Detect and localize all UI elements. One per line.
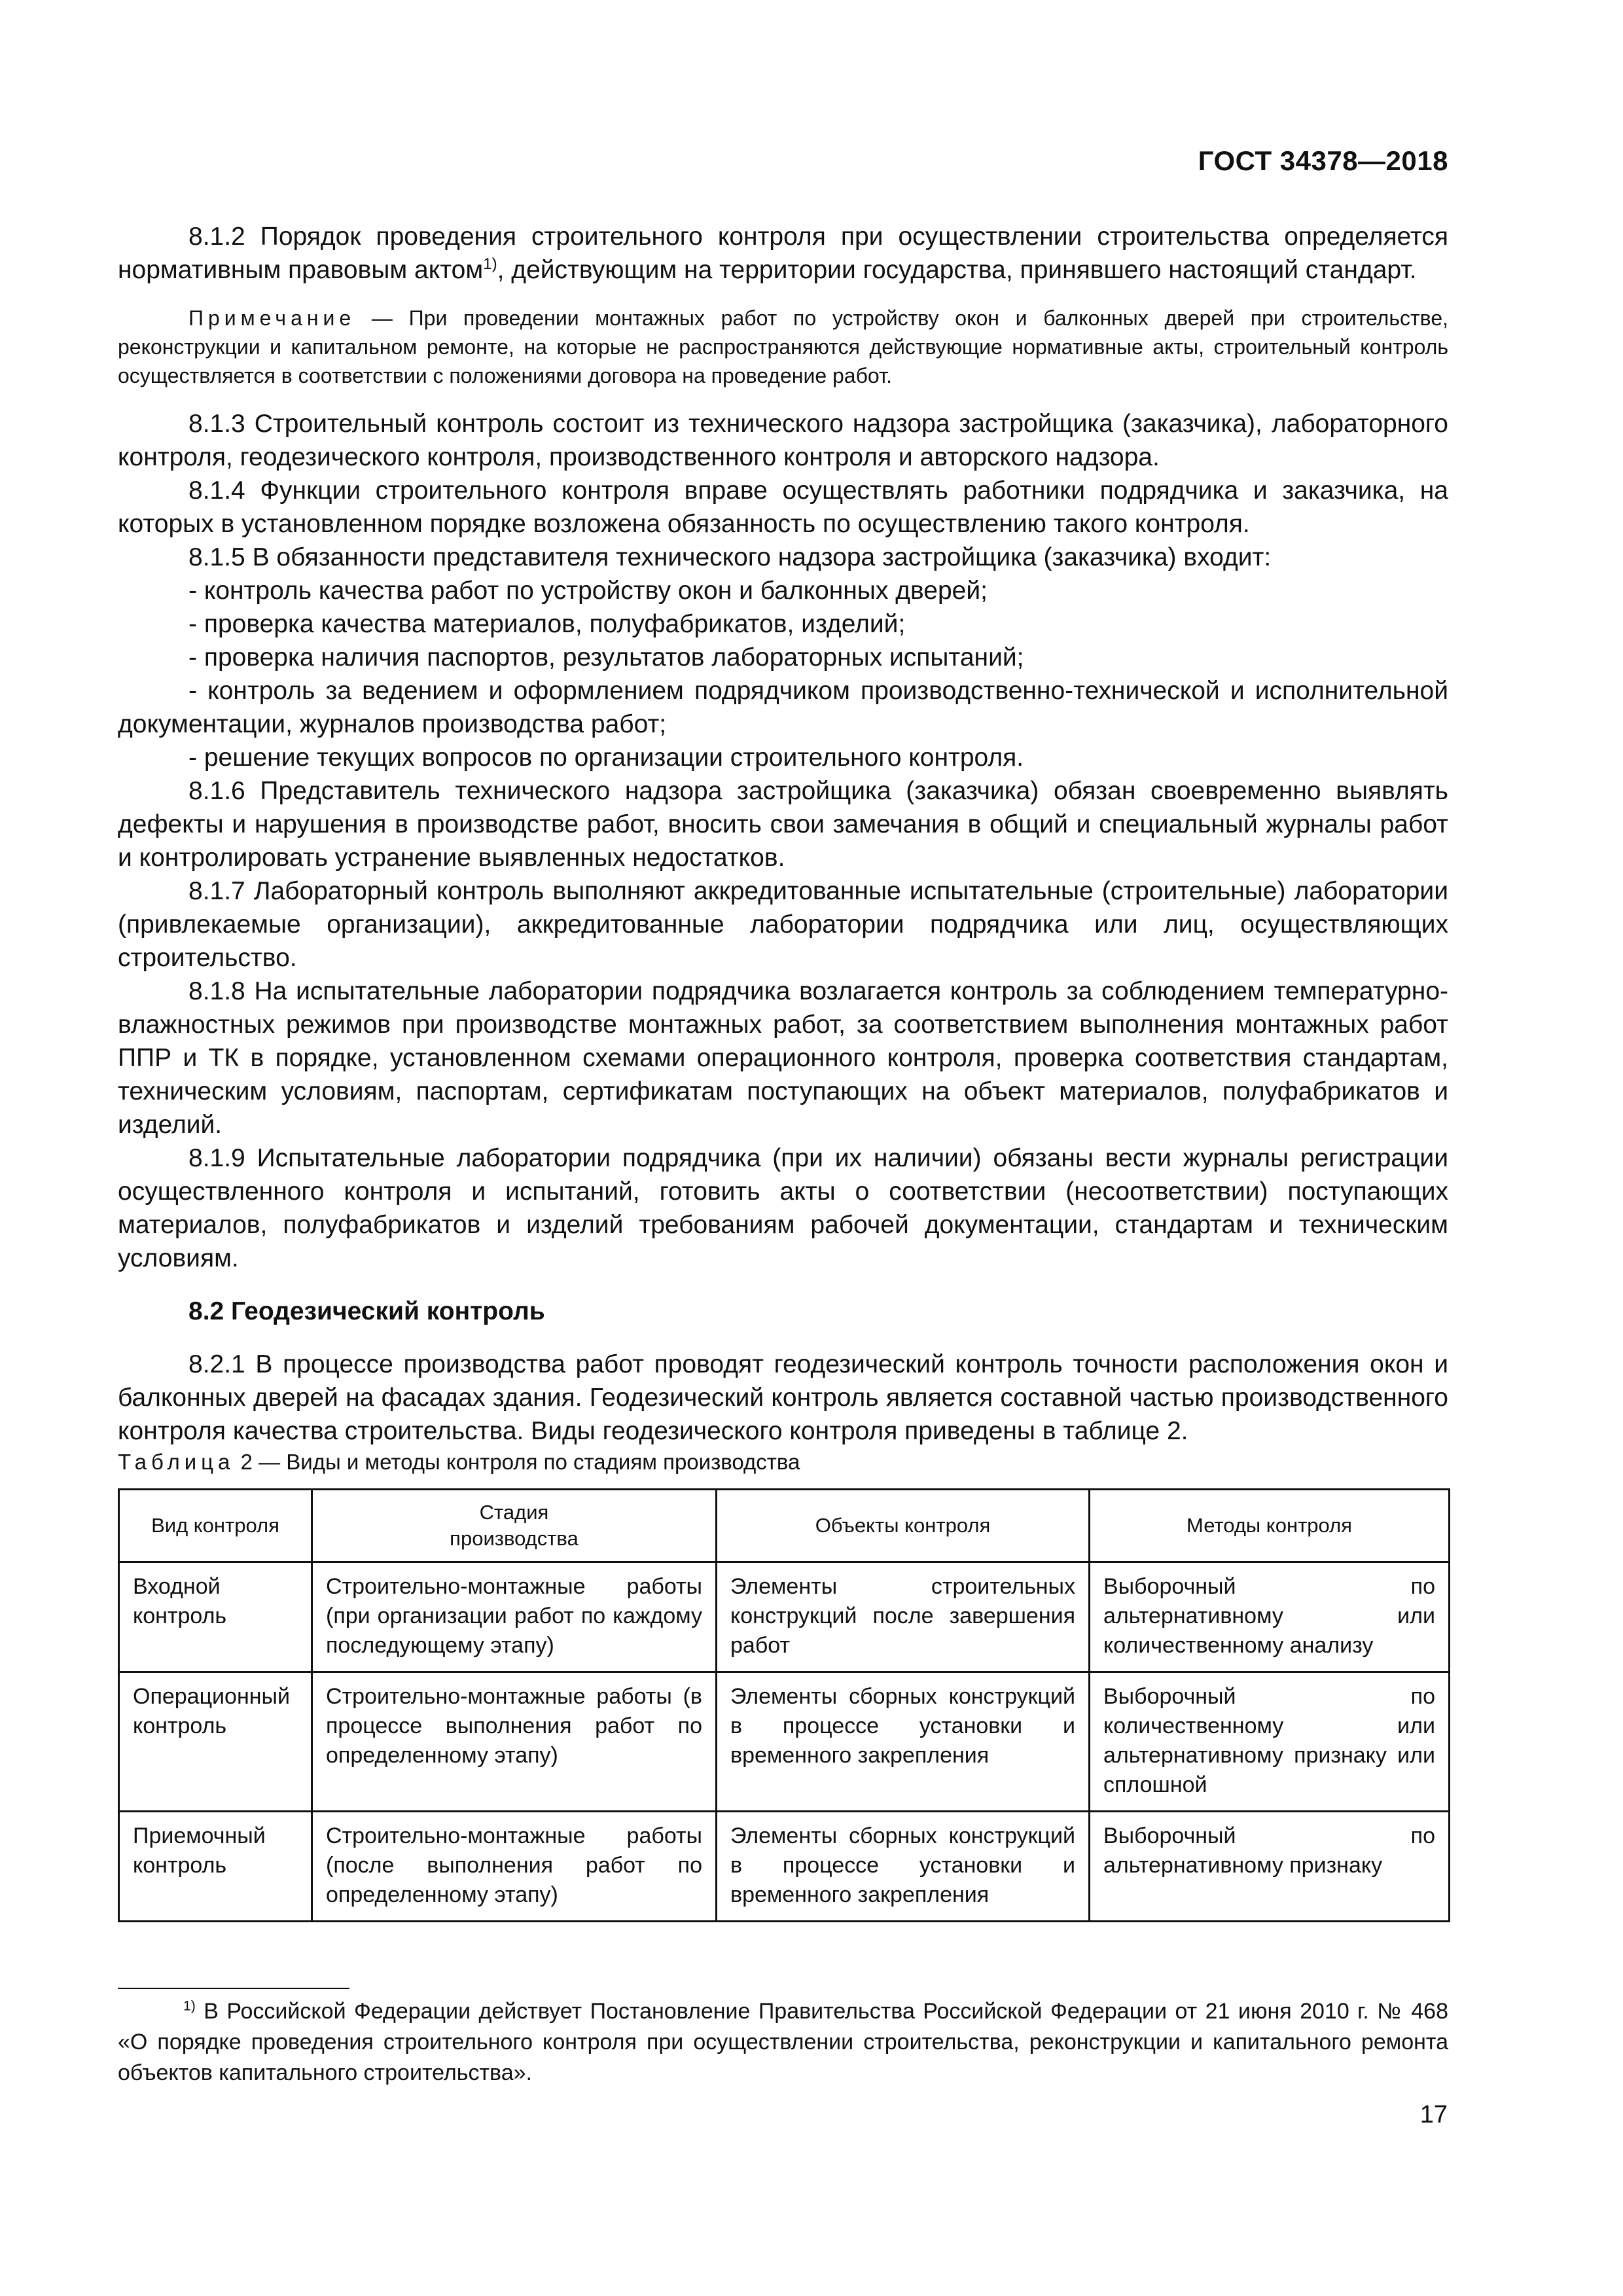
paragraph-8-1-2 xyxy=(118,220,1448,287)
paragraph-text: 8.1.2 Порядок проведения строительного контроля при осуществлении строительства определяется нормативным правовым актом xyxy=(118,223,1448,284)
footnote-mark: 1) xyxy=(183,1998,196,2014)
table-caption-text: 2 — Виды и методы контроля по стадиям производства xyxy=(234,1450,800,1474)
table-cell: Строительно-монтажные работы (после выполнения работ по определенному этапу) xyxy=(312,1812,717,1922)
table-caption xyxy=(118,1448,1448,1477)
page-number: 17 xyxy=(1419,2101,1448,2128)
note xyxy=(118,304,1448,390)
control-methods-table xyxy=(118,1488,1450,1922)
table-cell: Строительно-монтажные работы (при организации работ по каждому последующему этапу) xyxy=(312,1562,717,1672)
table-cell: Операционный контроль xyxy=(119,1672,312,1812)
header-stage: Стадия производства xyxy=(312,1490,717,1562)
document-header: ГОСТ 34378—2018 xyxy=(1198,145,1448,176)
paragraph-8-1-3: 8.1.3 Строительный контроль состоит из технического надзора застройщика (заказчика), лабораторного контроля, геодезического контроля, производственного контроля и авторского надзора. xyxy=(118,410,1448,471)
paragraph-text: , действующим на территории государства, принявшего настоящий стандарт. xyxy=(497,256,1417,284)
header-control-type: Вид контроля xyxy=(119,1490,312,1562)
paragraph-8-1-9: 8.1.9 Испытательные лаборатории подрядчика (при их наличии) обязаны вести журналы регистрации осуществленного контроля и испытаний, готовить акты о соответствии (несоответствии) поступающих материалов, полуфабрикатов и изделий требованиям рабочей документации, стандартам и техническим условиям. xyxy=(118,1144,1448,1272)
paragraph-8-1-5: 8.1.5 В обязанности представителя технического надзора застройщика (заказчика) входит: xyxy=(188,543,1272,571)
table-cell: Элементы сборных конструкций в процессе установки и временного закрепления xyxy=(717,1812,1090,1922)
main-content xyxy=(118,220,1448,1922)
paragraph-8-1-7: 8.1.7 Лабораторный контроль выполняют аккредитованные испытательные (строительные) лаборатории (привлекаемые организации), аккредитованные лаборатории подрядчика или лиц, осуществляющих строительство. xyxy=(118,877,1448,972)
table-cell: Выборочный по количественному или альтернативному признаку или сплошной xyxy=(1090,1672,1450,1812)
table-cell: Входной контроль xyxy=(119,1562,312,1672)
table-cell: Выборочный по альтернативному или количественному анализу xyxy=(1090,1562,1450,1672)
header-methods: Методы контроля xyxy=(1090,1490,1450,1562)
table-header-row xyxy=(119,1490,1450,1562)
list-item: - контроль за ведением и оформлением подрядчиком производственно-технической и исполнительной документации, журналов производства работ; xyxy=(118,677,1448,738)
paragraph-8-1-8: 8.1.8 На испытательные лаборатории подрядчика возлагается контроль за соблюдением температурно-влажностных режимов при производстве монтажных работ, за соответствием выполнения монтажных работ ППР и ТК в порядке, установленном схемами операционного контроля, проверка соответствия стандартам, техническим условиям, паспортам, сертификатам поступающих на объект материалов, полуфабрикатов и изделий. xyxy=(118,977,1448,1139)
list-item: - проверка наличия паспортов, результатов лабораторных испытаний; xyxy=(188,643,1024,672)
footnote-divider xyxy=(118,1988,349,1989)
note-label: Примечание xyxy=(188,306,356,330)
table-cell: Строительно-монтажные работы (в процессе выполнения работ по определенному этапу) xyxy=(312,1672,717,1812)
paragraph-8-1-6: 8.1.6 Представитель технического надзора застройщика (заказчика) обязан своевременно выявлять дефекты и нарушения в производстве работ, вносить свои замечания в общий и специальный журналы работ и контролировать устранение выявленных недостатков. xyxy=(118,777,1448,872)
list-item: - решение текущих вопросов по организации строительного контроля. xyxy=(188,744,1024,772)
table-cell: Приемочный контроль xyxy=(119,1812,312,1922)
header-objects: Объекты контроля xyxy=(717,1490,1090,1562)
table-row xyxy=(119,1812,1450,1922)
footnote-ref: 1) xyxy=(483,255,497,273)
footnote-text: В Российской Федерации действует Постановление Правительства Российской Федерации от 21 июня 2010 г. № 468 «О порядке проведения строительного контроля при осуществлении строительства, реконструкции и капитального ремонта объектов капитального строительства». xyxy=(118,1999,1448,2085)
section-title-8-2: 8.2 Геодезический контроль xyxy=(188,1297,545,1325)
footnote xyxy=(118,1996,1448,2089)
table-caption-label: Таблица xyxy=(118,1450,235,1474)
table-cell: Выборочный по альтернативному признаку xyxy=(1090,1812,1450,1922)
paragraph-8-1-4: 8.1.4 Функции строительного контроля вправе осуществлять работники подрядчика и заказчика, на которых в установленном порядке возложена обязанность по осуществлению такого контроля. xyxy=(118,476,1448,538)
table-row xyxy=(119,1562,1450,1672)
table-row xyxy=(119,1672,1450,1812)
note-text: — При проведении монтажных работ по устройству окон и балконных дверей при строительстве, реконструкции и капитальном ремонте, на которые не распространяются действующие нормативные акты, строительный контроль осуществляется в соответствии с положениями договора на проведение работ. xyxy=(118,306,1448,387)
table-cell: Элементы строительных конструкций после завершения работ xyxy=(717,1562,1090,1672)
paragraph-8-2-1: 8.2.1 В процессе производства работ проводят геодезический контроль точности расположения окон и балконных дверей на фасадах здания. Геодезический контроль является составной частью производственного контроля качества строительства. Виды геодезического контроля приведены в таблице 2. xyxy=(118,1350,1448,1445)
list-item: - контроль качества работ по устройству окон и балконных дверей; xyxy=(188,577,988,605)
list-item: - проверка качества материалов, полуфабрикатов, изделий; xyxy=(188,610,906,638)
table-cell: Элементы сборных конструкций в процессе установки и временного закрепления xyxy=(717,1672,1090,1812)
